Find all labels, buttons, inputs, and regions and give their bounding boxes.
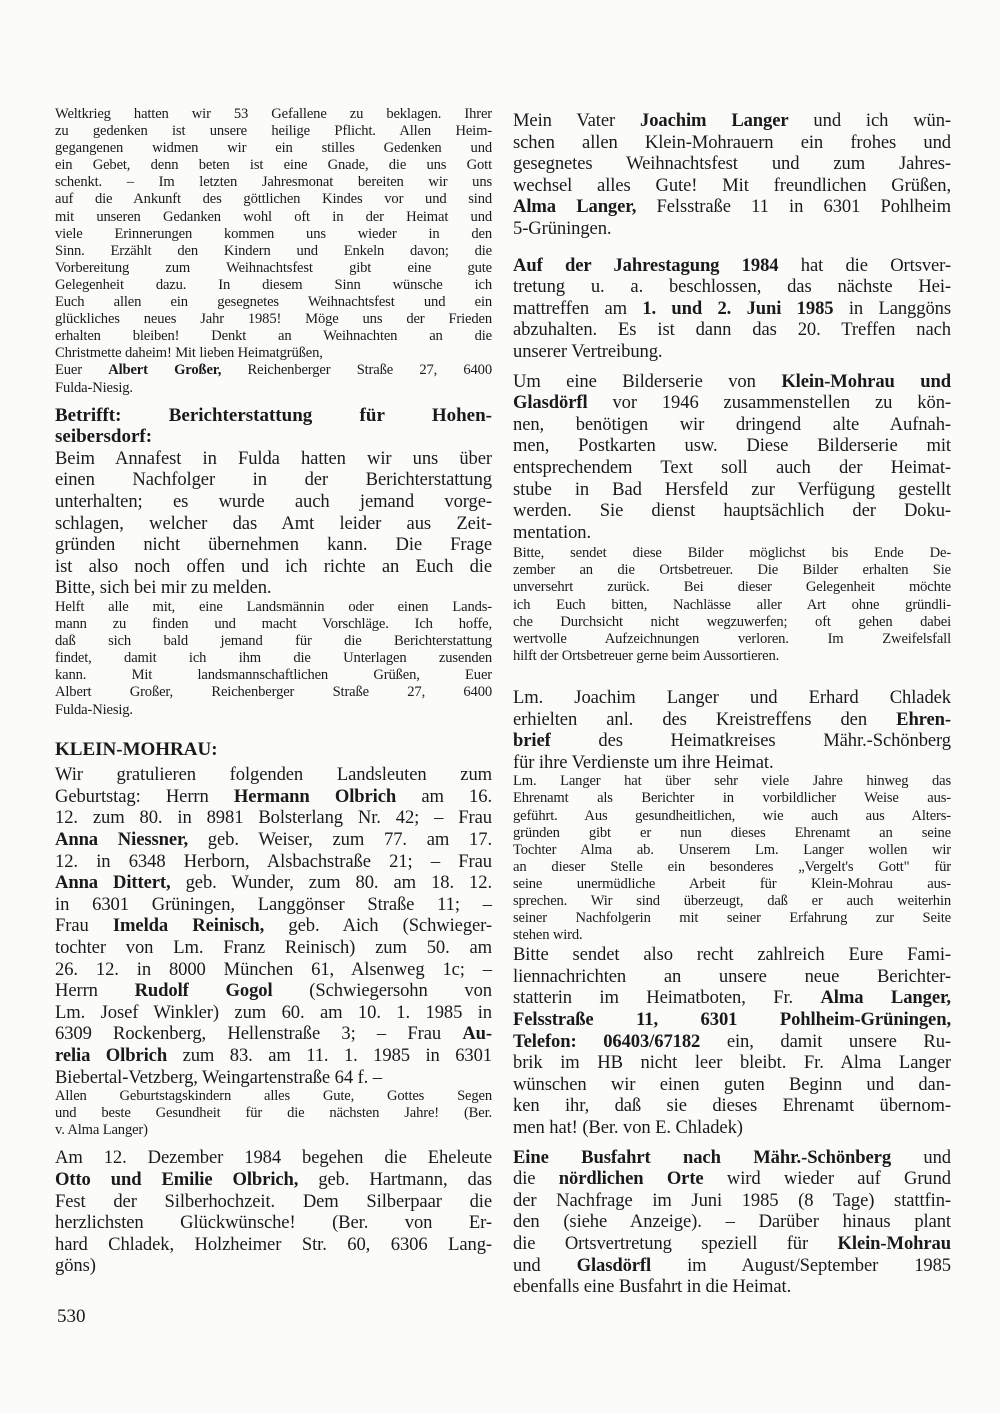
text-line: den (siehe Anzeige). – Darüber hinaus plant xyxy=(513,1211,951,1233)
text-line: ein Gebet, denn beten ist eine Gnade, die uns Gott xyxy=(55,157,492,174)
text-line: Euch allen ein gesegnetes Weihnachtsfest und ein xyxy=(55,294,492,311)
text-line: unversehrt zurück. Bei dieser Gelegenheit möchte xyxy=(513,579,951,596)
text-line: werden. Sie dienst hauptsächlich der Doku- xyxy=(513,500,951,522)
text-line: göns) xyxy=(55,1255,96,1277)
page-number: 530 xyxy=(57,1306,86,1327)
text-line: entsprechendem Text soll auch der Heimat- xyxy=(513,456,951,478)
text-line: statterin im Heimatboten, Fr. Alma Langer, xyxy=(513,987,951,1009)
text-line: Lm. Langer hat über sehr viele Jahre hinweg das xyxy=(513,773,951,790)
text-line: Glasdörfl vor 1946 zusammenstellen zu kön- xyxy=(513,392,951,414)
text-line: gegangenen widmen wir ein stilles Gedenken und xyxy=(55,140,492,157)
text-line: an dieser Stelle ein besonderes „Vergelt's Gott" für xyxy=(513,858,951,875)
intro-paragraph xyxy=(55,106,492,362)
text-line: Mein Vater Joachim Langer und ich wün- xyxy=(513,110,952,131)
text-line: Betrifft: Berichterstattung für Hohen- xyxy=(55,404,492,426)
text-line: 6309 Rockenberg, Hellenstraße 3; – Frau Au- xyxy=(55,1023,492,1045)
text-line: Albert Großer, Reichenberger Straße 27, 6400 xyxy=(55,684,492,701)
text-line: men hat! (Ber. von E. Chladek) xyxy=(513,1117,743,1138)
text-line: mit unseren Gedanken wohl oft in der Heimat und xyxy=(55,208,492,225)
text-line: abzuhalten. Es ist dann das 20. Treffen nach xyxy=(513,319,951,341)
text-line: stehen wird. xyxy=(513,927,583,944)
text-line: erhalten bleiben! Denkt an Weihnachten an die xyxy=(55,328,492,345)
text-line: ich Euch bitten, Nachlässe aller Art ohne gründli- xyxy=(513,596,951,613)
text-line: stube in Bad Hersfeld zur Verfügung gestellt xyxy=(513,478,951,500)
text-line: hilft der Ortsbetreuer gerne beim Aussortieren. xyxy=(513,647,780,664)
betrifft-body xyxy=(55,448,492,599)
betrifft-heading xyxy=(55,405,492,448)
left-column xyxy=(55,106,492,1277)
bitte-paragraph xyxy=(513,545,951,665)
text-line: die nördlichen Orte wird wieder auf Grund xyxy=(513,1168,952,1190)
text-line: glückliches neues Jahr 1985! Möge uns der Frieden xyxy=(55,311,492,328)
text-line: herzlichsten Glückwünsche! (Ber. von Er- xyxy=(55,1212,492,1234)
text-line: zember an die Ortsbetreuer. Die Bilder erhalten Sie xyxy=(513,562,951,579)
signature-name: Albert Großer, xyxy=(108,362,222,379)
text-line: tochter von Lm. Franz Reinisch) zum 50. am xyxy=(55,936,492,958)
jahrestagung-paragraph xyxy=(513,255,951,363)
text-line: in 6301 Grüningen, Langgönser Straße 11; – xyxy=(55,893,492,915)
text-line: der Nachfrage im Juni 1985 (8 Tage) stattfin- xyxy=(513,1189,951,1211)
text-line: und beste Gesundheit für die nächsten Jahre! (Ber. xyxy=(55,1105,492,1122)
text-line: Geburtstag: Herrn Hermann Olbrich am 16. xyxy=(55,785,492,807)
text-line: men, Postkarten usw. Diese Bilderserie mit xyxy=(513,435,951,457)
busfahrt-paragraph xyxy=(513,1147,951,1298)
text-line: Frau Imelda Reinisch, geb. Aich (Schwieger- xyxy=(55,915,492,937)
text-line: gesegnetes Weihnachtsfest und zum Jahres- xyxy=(513,153,951,175)
text-line: und Glasdörfl im August/September 1985 xyxy=(513,1254,952,1276)
text-line: Um eine Bilderserie von Klein-Mohrau und xyxy=(513,370,951,392)
text-line: Lm. Josef Winkler) zum 60. am 10. 1. 1985 in xyxy=(55,1001,492,1023)
text-line: 5-Grüningen. xyxy=(513,217,612,239)
text-line: Felsstraße 11, 6301 Pohlheim-Grüningen, xyxy=(513,1009,951,1031)
birthday-paragraph xyxy=(55,764,492,1088)
text-line: Weltkrieg hatten wir 53 Gefallene zu beklagen. Ihrer xyxy=(55,106,492,122)
text-line: die Ortsvertretung speziell für Klein-Mohrau xyxy=(513,1232,951,1254)
text-line: auf die Ankunft des göttlichen Kindes vor und sind xyxy=(55,191,492,208)
klein-mohrau-heading: KLEIN-MOHRAU: xyxy=(55,738,218,760)
signature-prefix: Euer xyxy=(55,362,109,379)
text-line: Allen Geburtstagskindern alles Gute, Gottes Segen xyxy=(55,1088,492,1105)
langer-paragraph xyxy=(513,773,951,944)
text-line: tretung u. a. beschlossen, das nächste Hei- xyxy=(513,276,951,298)
text-line: findet, damit ich ihm die Unterlagen zusenden xyxy=(55,650,492,667)
text-line: gründen nicht übernehmen kann. Die Frage xyxy=(55,534,492,556)
text-line: nen, benötigen wir dringend alte Aufnah- xyxy=(513,413,951,435)
text-line: für ihre Verdienste um ihre Heimat. xyxy=(513,751,774,773)
text-line: hard Chladek, Holzheimer Str. 60, 6306 Lang- xyxy=(55,1233,492,1255)
familie-paragraph xyxy=(513,944,951,1138)
text-line: Eine Busfahrt nach Mähr.-Schönberg und xyxy=(513,1146,951,1168)
bilderserie-paragraph xyxy=(513,371,951,544)
birthday-wishes xyxy=(55,1088,492,1139)
text-line: che Durchsicht nicht wegzuwerfen; oft gehen dabei xyxy=(513,613,951,630)
text-line: sprechen. Wir sind überzeugt, daß er auch weiterhin xyxy=(513,892,951,909)
text-line: 26. 12. in 8000 München 61, Alsenweg 1c; – xyxy=(55,958,492,980)
text-line: Vorbereitung zum Weihnachtsfest gibt eine gute xyxy=(55,259,492,276)
text-line: brief des Heimatkreises Mähr.-Schönberg xyxy=(513,730,951,752)
text-line: Fulda-Niesig. xyxy=(55,701,133,718)
text-line: mentation. xyxy=(513,521,592,543)
text-line: Anna Niessner, geb. Weiser, zum 77. am 17. xyxy=(55,828,493,850)
right-column xyxy=(513,110,951,1298)
text-line: viele Erinnerungen kommen uns wieder in den xyxy=(55,225,492,242)
betrifft-small-text xyxy=(55,599,492,719)
text-line: liennachrichten an unsere neue Berichter- xyxy=(513,965,951,987)
text-line: zu gedenken ist unsere heilige Pflicht. Allen Heim- xyxy=(55,123,492,140)
text-line: Biebertal-Vetzberg, Weingartenstraße 64 f. – xyxy=(55,1066,382,1088)
signature-address: Reichenberger Straße 27, 6400 xyxy=(221,362,492,379)
text-line: seiner Nachfolgerin mit seiner Erfahrung zur Seite xyxy=(513,910,951,927)
text-line: mann zu finden und macht Vorschläge. Ich hoffe, xyxy=(55,616,492,633)
text-line: Bitte, sich bei mir zu melden. xyxy=(55,577,272,599)
text-line: seine unermüdliche Arbeit für Klein-Mohrau aus- xyxy=(513,875,951,892)
text-line: Helft alle mit, eine Landsmännin oder einen Lands- xyxy=(55,598,492,615)
text-line: Fest der Silberhochzeit. Dem Silberpaar die xyxy=(55,1190,492,1212)
text-line: seibersdorf: xyxy=(55,426,153,448)
text-line: erhielten anl. des Kreistreffens den Ehren- xyxy=(513,708,951,730)
text-line: gründen gibt er nun dieses Ehrenamt an seine xyxy=(513,824,951,841)
text-line: Alma Langer, Felsstraße 11 in 6301 Pohlheim xyxy=(513,196,951,218)
text-line: Auf der Jahrestagung 1984 hat die Ortsver- xyxy=(513,254,951,276)
text-line: schenkt. – Im letzten Jahresmonat bereiten wir uns xyxy=(55,174,492,191)
text-line: relia Olbrich zum 83. am 11. 1. 1985 in 6301 xyxy=(55,1044,492,1066)
text-line: Ehrenamt als Berichter in vorbildlicher Weise aus- xyxy=(513,790,951,807)
text-line: ken ihr, daß sie dieses Ehrenamt übernom- xyxy=(513,1095,951,1117)
text-line: Beim Annafest in Fulda hatten wir uns über xyxy=(55,447,492,469)
text-line: Anna Dittert, geb. Wunder, zum 80. am 18. 12. xyxy=(55,872,492,894)
text-line: v. Alma Langer) xyxy=(55,1122,148,1139)
text-line: Wir gratulieren folgenden Landsleuten zum xyxy=(55,764,492,786)
silver-wedding-paragraph xyxy=(55,1147,492,1277)
text-line: 12. in 6348 Herborn, Alsbachstraße 21; – Frau xyxy=(55,850,492,872)
text-line: schen allen Klein-Mohrauern ein frohes und xyxy=(513,131,951,153)
text-line: einen Nachfolger in der Berichterstattung xyxy=(55,469,492,491)
text-line: Telefon: 06403/67182 ein, damit unsere Ru- xyxy=(513,1030,951,1052)
text-line: geführt. Aus gesundheitlichen, wie auch aus Alters- xyxy=(513,807,951,824)
text-line: daß sich bald jemand für die Berichterstattung xyxy=(55,633,492,650)
text-line: brik im HB nicht leer bleibt. Fr. Alma Langer xyxy=(513,1052,951,1074)
text-line: wertvolle Aufzeichnungen verloren. Im Zweifelsfall xyxy=(513,630,951,647)
intro-signature xyxy=(55,362,492,396)
text-line: wechsel alles Gute! Mit freundlichen Grüßen, xyxy=(513,174,951,196)
text-line: Bitte sendet also recht zahlreich Eure Fami- xyxy=(513,944,951,966)
text-line: mattreffen am 1. und 2. Juni 1985 in Langgöns xyxy=(513,297,951,319)
text-line: Gelegenheit dazu. In diesem Sinn wünsche ich xyxy=(55,276,492,293)
text-line: Bitte, sendet diese Bilder möglichst bis Ende De- xyxy=(513,545,951,562)
text-line: ebenfalls eine Busfahrt in die Heimat. xyxy=(513,1276,792,1298)
text-line: wünschen wir einen guten Beginn und dan- xyxy=(513,1073,951,1095)
text-line: 12. zum 80. in 8981 Bolsterlang Nr. 42; – Frau xyxy=(55,807,492,829)
text-line: ist also noch offen und ich richte an Euch die xyxy=(55,555,492,577)
text-line: unterhalten; es wurde auch jemand vorge- xyxy=(55,490,492,512)
text-line: kann. Mit landsmannschaftlichen Grüßen, Euer xyxy=(55,667,492,684)
ehrenbrief-paragraph xyxy=(513,687,951,773)
text-line: Herrn Rudolf Gogol (Schwiegersohn von xyxy=(55,980,492,1002)
signature-city: Fulda-Niesig. xyxy=(55,379,133,396)
greeting-paragraph xyxy=(513,110,951,240)
text-line: Lm. Joachim Langer und Erhard Chladek xyxy=(513,686,951,708)
text-line: Christmette daheim! Mit lieben Heimatgrüßen, xyxy=(55,345,323,362)
text-line: unserer Vertreibung. xyxy=(513,340,663,362)
text-line: Sinn. Erzählt den Kindern und Enkeln davon; die xyxy=(55,242,492,259)
text-line: Otto und Emilie Olbrich, geb. Hartmann, das xyxy=(55,1168,492,1190)
text-line: Am 12. Dezember 1984 begehen die Eheleute xyxy=(55,1147,492,1169)
text-line: Tochter Alma ab. Unserem Lm. Langer wollen wir xyxy=(513,841,951,858)
text-line: schlagen, welcher das Amt leider aus Zeit- xyxy=(55,512,492,534)
